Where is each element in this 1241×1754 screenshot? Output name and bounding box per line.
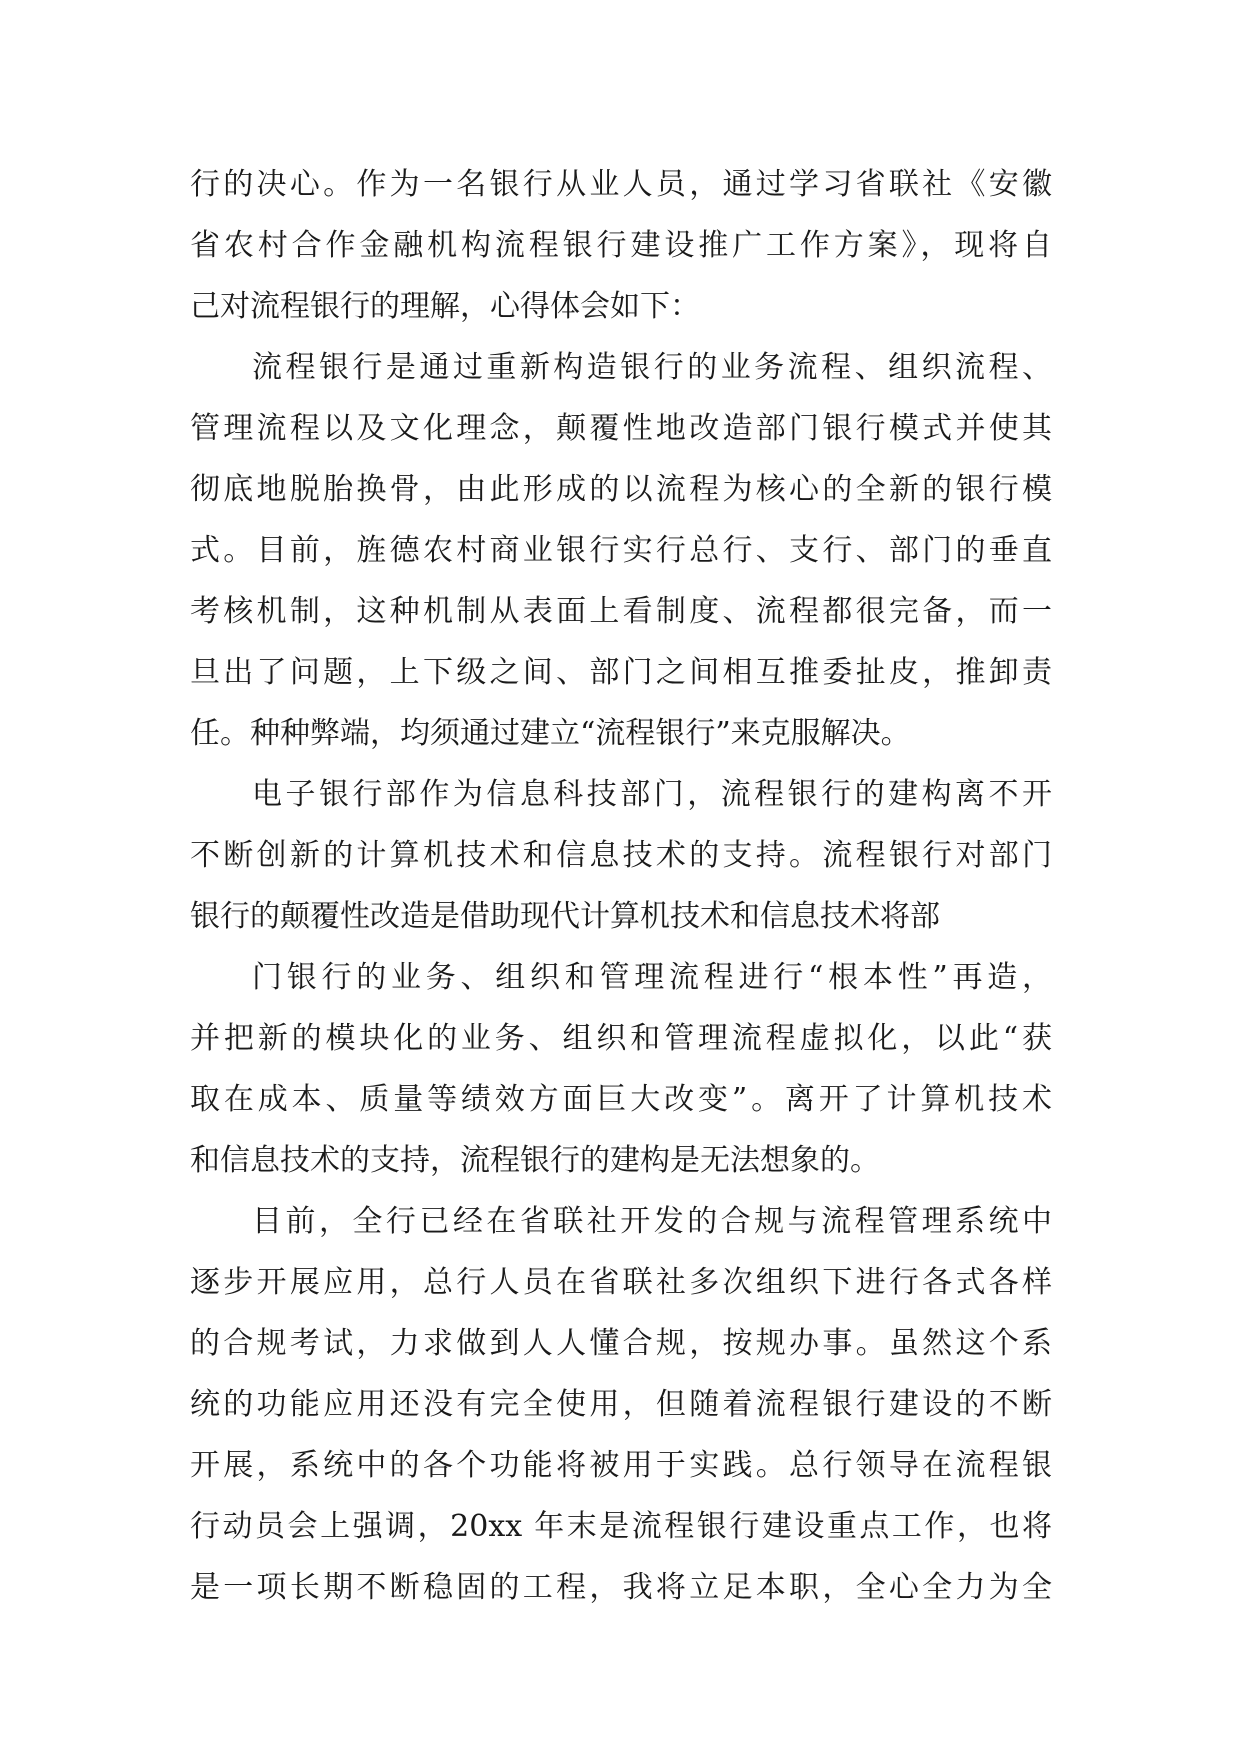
- text-line: 和信息技术的支持，流程银行的建构是无法想象的。: [190, 1143, 880, 1178]
- text-line: 旦出了问题，上下级之间、部门之间相互推委扯皮，推卸责: [190, 655, 1052, 690]
- text-line: 式。目前，旌德农村商业银行实行总行、支行、部门的垂直: [190, 533, 1052, 568]
- text-line: 开展，系统中的各个功能将被用于实践。总行领导在流程银: [190, 1448, 1052, 1483]
- text-line: 目前，全行已经在省联社开发的合规与流程管理系统中: [252, 1204, 1052, 1239]
- text-line: 省农村合作金融机构流程银行建设推广工作方案》，现将自: [190, 228, 1052, 263]
- text-line: 任。种种弊端，均须通过建立“流程银行”来克服解决。: [190, 716, 911, 751]
- text-line: 门银行的业务、组织和管理流程进行“根本性”再造，: [252, 960, 1052, 995]
- text-line: 不断创新的计算机技术和信息技术的支持。流程银行对部门: [190, 838, 1052, 873]
- paragraph: [190, 337, 1052, 764]
- text-line: 彻底地脱胎换骨，由此形成的以流程为核心的全新的银行模: [190, 472, 1052, 507]
- text-line: 流程银行是通过重新构造银行的业务流程、组织流程、: [252, 350, 1052, 385]
- text-line: 银行的颠覆性改造是借助现代计算机技术和信息技术将部: [190, 899, 940, 934]
- text-line: 行动员会上强调，20xx 年末是流程银行建设重点工作，也将: [190, 1509, 1052, 1544]
- paragraph: [190, 764, 1052, 947]
- text-line: 是一项长期不断稳固的工程，我将立足本职，全心全力为全: [190, 1570, 1052, 1605]
- paragraph: [190, 1191, 1052, 1618]
- text-line: 己对流程银行的理解，心得体会如下：: [190, 289, 700, 324]
- paragraph: [190, 947, 1052, 1191]
- text-line: 取在成本、质量等绩效方面巨大改变”。离开了计算机技术: [190, 1082, 1052, 1117]
- document-body: [190, 154, 1052, 1618]
- text-line: 考核机制，这种机制从表面上看制度、流程都很完备，而一: [190, 594, 1052, 629]
- text-line: 逐步开展应用，总行人员在省联社多次组织下进行各式各样: [190, 1265, 1052, 1300]
- text-line: 电子银行部作为信息科技部门，流程银行的建构离不开: [252, 777, 1052, 812]
- text-line: 管理流程以及文化理念，颠覆性地改造部门银行模式并使其: [190, 411, 1052, 446]
- text-line: 并把新的模块化的业务、组织和管理流程虚拟化，以此“获: [190, 1021, 1052, 1056]
- text-line: 统的功能应用还没有完全使用，但随着流程银行建设的不断: [190, 1387, 1052, 1422]
- paragraph: [190, 154, 1052, 337]
- text-line: 的合规考试，力求做到人人懂合规，按规办事。虽然这个系: [190, 1326, 1052, 1361]
- text-line: 行的决心。作为一名银行从业人员，通过学习省联社《安徽: [190, 167, 1052, 202]
